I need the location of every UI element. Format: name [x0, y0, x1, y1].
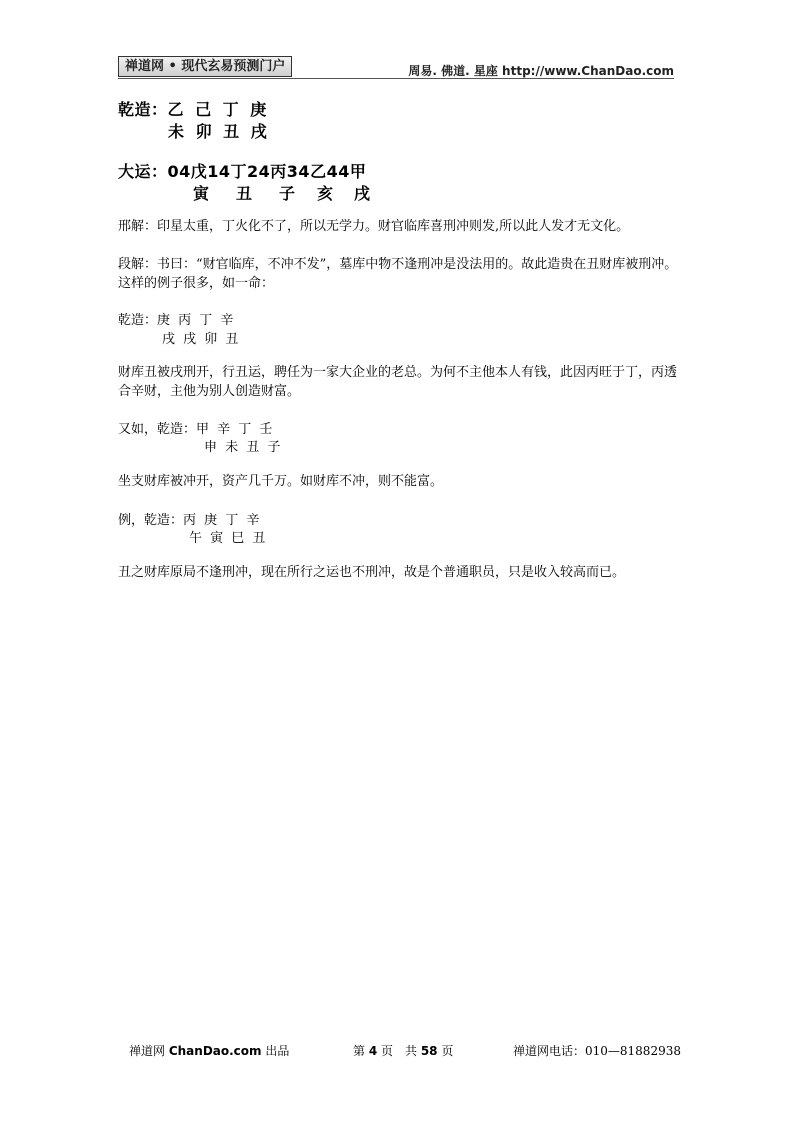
example3-stems-line: [118, 509, 261, 528]
dayun-branch: 丑: [236, 184, 253, 203]
dayun-branch: 寅: [193, 184, 210, 203]
paragraph-example3-analysis: 丑之财库原局不逢刑冲，现在所行之运也不刑冲，故是个普通职员，只是收入较高而已。: [118, 565, 626, 580]
footer-publisher: [129, 1042, 289, 1059]
qianzao-label: 乾造：: [118, 100, 168, 119]
paragraph-xing-explanation: 邢解：印星太重，丁火化不了，所以无学力。财官临库喜刑冲则发,所以此人发才无文化。: [118, 219, 630, 234]
example2-branches: 申 未 丑 子: [204, 440, 283, 455]
qianzao-stems: 乙 己 丁 庚: [167, 100, 270, 119]
qianzao-branches: 未 卯 丑 戌: [168, 122, 270, 141]
page-mid: 页 共: [377, 1044, 421, 1058]
page-suffix: 页: [437, 1044, 454, 1058]
page-total: 58: [420, 1044, 438, 1058]
dayun-branch: 亥: [317, 184, 334, 203]
footer-phone: 禅道网电话：010—81882938: [513, 1044, 681, 1058]
example3-stems: 丙 庚 丁 辛: [183, 513, 262, 528]
header-site-url[interactable]: 周易. 佛道. 星座 http://www.ChanDao.com: [408, 64, 674, 78]
dayun-branches: [0, 181, 793, 201]
example2-stems: 甲 辛 丁 壬: [196, 422, 275, 437]
example1-branches: 戌 戌 卯 丑: [162, 332, 241, 347]
page-header: [118, 54, 674, 79]
dayun-branch: 戌: [354, 184, 371, 203]
dayun-line: 大运：04戊14丁24丙34乙44甲: [118, 162, 367, 181]
footer-publisher-suffix: 出品: [261, 1044, 290, 1058]
example3-label: 例，乾造：: [118, 513, 184, 528]
qianzao-stems-line: [118, 97, 269, 120]
paragraph-example1-analysis: 财库丑被戌刑开，行丑运，聘任为一家大企业的老总。为何不主他本人有钱，此因丙旺于丁，丙透合辛财，主他为别人创造财富。: [118, 365, 678, 399]
site-logo[interactable]: 禅道网 • 现代玄易预测门户: [118, 56, 292, 77]
page-prefix: 第: [353, 1044, 369, 1058]
footer-page-number: [353, 1042, 453, 1059]
example1-label: 乾造：: [118, 313, 158, 328]
paragraph-duan-explanation: 段解：书曰：“财官临库，不冲不发”，墓库中物不逢刑冲是没法用的。故此造贵在丑财库被刑冲。这样的例子很多，如一命：: [118, 257, 678, 291]
paragraph-example2-analysis: 坐支财库被冲开，资产几千万。如财库不冲，则不能富。: [118, 474, 444, 489]
dayun-branch: 子: [279, 184, 296, 203]
page-current: 4: [368, 1044, 378, 1058]
example2-label: 又如，乾造：: [118, 422, 197, 437]
example1-stems-line: [118, 309, 235, 328]
example3-branches: 午 寅 巳 丑: [189, 531, 268, 546]
example2-stems-line: [118, 418, 274, 437]
footer-brand[interactable]: ChanDao.com: [168, 1044, 262, 1058]
example1-stems: 庚 丙 丁 辛: [157, 313, 236, 328]
footer-publisher-prefix: 禅道网: [129, 1044, 169, 1058]
